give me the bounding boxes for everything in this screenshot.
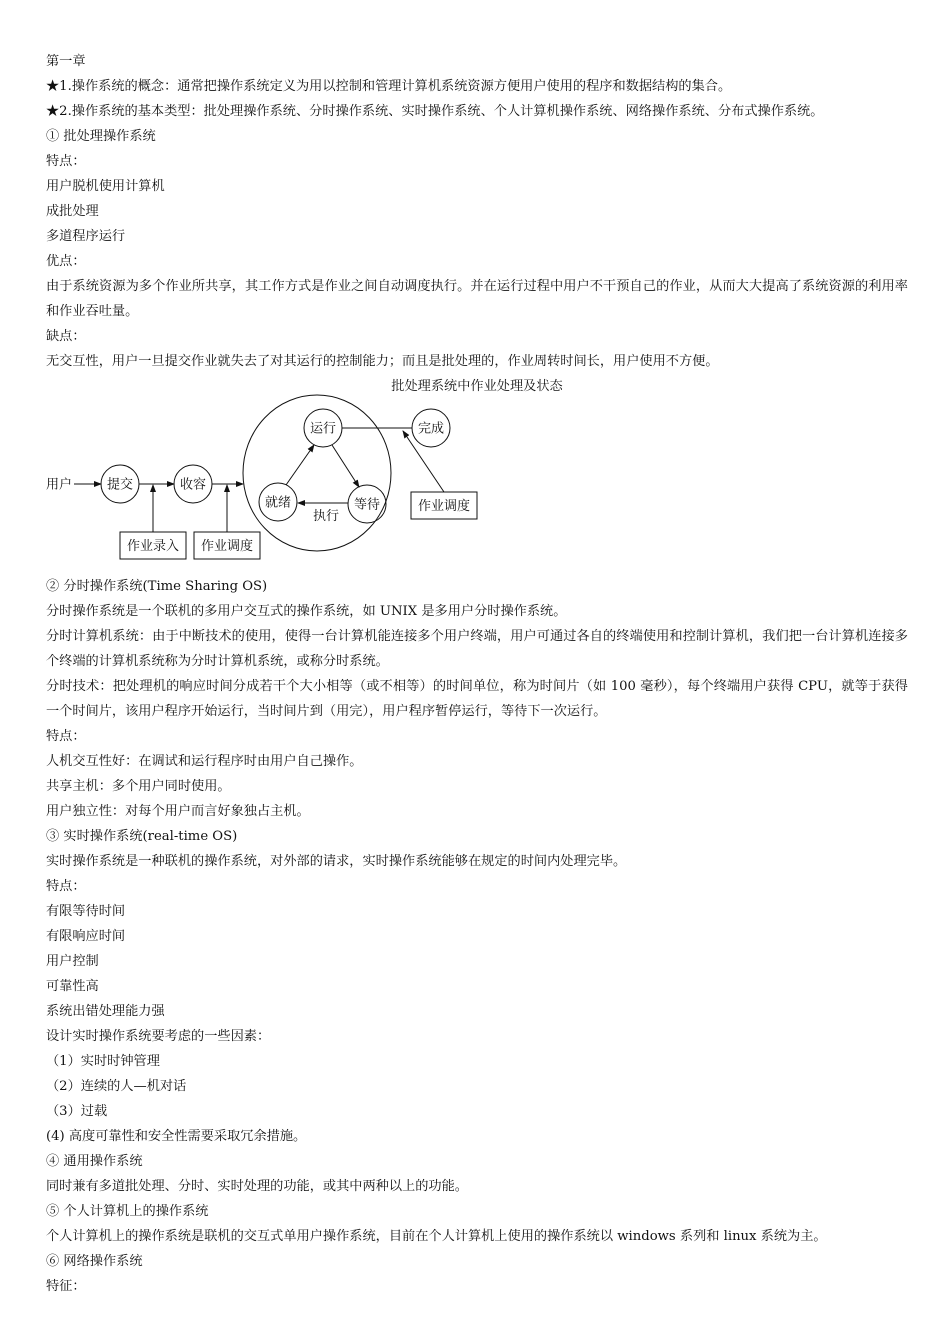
pc-title: ⑤ 个人计算机上的操作系统 <box>46 1204 209 1219</box>
processing-boundary <box>243 395 391 551</box>
batch-features-label: 特点： <box>46 154 86 169</box>
batch-pros-label: 优点： <box>46 254 86 269</box>
arrow-ready-run <box>286 445 314 485</box>
os-concept: ★1.操作系统的概念：通常把操作系统定义为用以控制和管理计算机系统资源方便用户使用的程序和数据结构的集合。 <box>46 79 732 94</box>
realtime-feature: 系统出错处理能力强 <box>46 1004 165 1019</box>
os-types: ★2.操作系统的基本类型：批处理操作系统、分时操作系统、实时操作系统、个人计算机操作系统、网络操作系统、分布式操作系统。 <box>46 104 824 119</box>
realtime-design-item: （3）过载 <box>46 1104 108 1119</box>
label-user: 用户 <box>46 477 73 493</box>
label-done: 完成 <box>417 421 445 437</box>
batch-title: ① 批处理操作系统 <box>46 129 156 144</box>
pc-p1: 个人计算机上的操作系统是联机的交互式单用户操作系统，目前在个人计算机上使用的操作系统以 windows 系列和 linux 系统为主。 <box>46 1229 827 1244</box>
label-submit: 提交 <box>106 477 134 493</box>
timeshare-feature: 人机交互性好：在调试和运行程序时由用户自己操作。 <box>46 754 363 769</box>
timeshare-title: ② 分时操作系统(Time Sharing OS) <box>46 579 268 594</box>
batch-job-diagram <box>46 374 908 574</box>
arrow-run-wait <box>332 445 359 487</box>
chapter-heading: 第一章 <box>46 54 86 69</box>
realtime-title: ③ 实时操作系统(real-time OS) <box>46 829 238 844</box>
label-execute: 执行 <box>312 509 340 524</box>
arrow-sched2-run <box>403 431 444 492</box>
realtime-feature: 有限等待时间 <box>46 904 126 919</box>
batch-cons: 无交互性，用户一旦提交作业就失去了对其运行的控制能力；而且是批处理的，作业周转时间长，用户使用不方便。 <box>46 354 719 369</box>
timeshare-feature: 用户独立性：对每个用户而言好象独占主机。 <box>46 804 310 819</box>
realtime-design-item: （2）连续的人—机对话 <box>46 1079 187 1094</box>
realtime-design-item: (4) 高度可靠性和安全性需要采取冗余措施。 <box>46 1129 307 1144</box>
label-job-sched-2: 作业调度 <box>417 499 471 514</box>
realtime-features-label: 特点： <box>46 879 86 894</box>
realtime-design-label: 设计实时操作系统要考虑的一些因素： <box>46 1029 271 1044</box>
label-run: 运行 <box>309 421 337 437</box>
timeshare-p2: 分时计算机系统：由于中断技术的使用，使得一台计算机能连接多个用户终端，用户可通过各自的终端使用和控制计算机，我们把一台计算机连接多个终端的计算机系统称为分时计算机系统，或称分时系统。 <box>46 629 908 669</box>
network-features-label: 特征： <box>46 1279 86 1294</box>
realtime-feature: 有限响应时间 <box>46 929 126 944</box>
label-job-entry: 作业录入 <box>126 539 180 554</box>
batch-pros: 由于系统资源为多个作业所共享，其工作方式是作业之间自动调度执行。并在运行过程中用户不干预自己的作业，从而大大提高了系统资源的利用率和作业吞吐量。 <box>46 279 908 319</box>
realtime-feature: 可靠性高 <box>46 979 99 994</box>
label-wait: 等待 <box>353 497 381 513</box>
diagram-title: 批处理系统中作业处理及状态 <box>391 379 563 394</box>
batch-feature: 用户脱机使用计算机 <box>46 179 165 194</box>
batch-feature: 多道程序运行 <box>46 229 126 244</box>
label-job-sched-1: 作业调度 <box>200 539 254 554</box>
realtime-design-item: （1）实时时钟管理 <box>46 1054 160 1069</box>
document-page <box>46 49 908 1299</box>
general-p1: 同时兼有多道批处理、分时、实时处理的功能，或其中两种以上的功能。 <box>46 1179 468 1194</box>
timeshare-features-label: 特点： <box>46 729 86 744</box>
timeshare-p1: 分时操作系统是一个联机的多用户交互式的操作系统，如 UNIX 是多用户分时操作系统。 <box>46 604 567 619</box>
batch-cons-label: 缺点： <box>46 329 86 344</box>
realtime-p1: 实时操作系统是一种联机的操作系统，对外部的请求，实时操作系统能够在规定的时间内处理完毕。 <box>46 854 627 869</box>
timeshare-p3: 分时技术：把处理机的响应时间分成若干个大小相等（或不相等）的时间单位，称为时间片（如 100 毫秒），每个终端用户获得 CPU，就等于获得一个时间片，该用户程序开始运行，当时间片到（用完），用户程序暂停运行，等待下一次运行。 <box>46 679 908 719</box>
network-title: ⑥ 网络操作系统 <box>46 1254 143 1269</box>
general-title: ④ 通用操作系统 <box>46 1154 143 1169</box>
realtime-feature: 用户控制 <box>46 954 99 969</box>
batch-feature: 成批处理 <box>46 204 99 219</box>
label-receive: 收容 <box>179 477 207 493</box>
label-ready: 就绪 <box>264 495 292 511</box>
timeshare-feature: 共享主机：多个用户同时使用。 <box>46 779 231 794</box>
